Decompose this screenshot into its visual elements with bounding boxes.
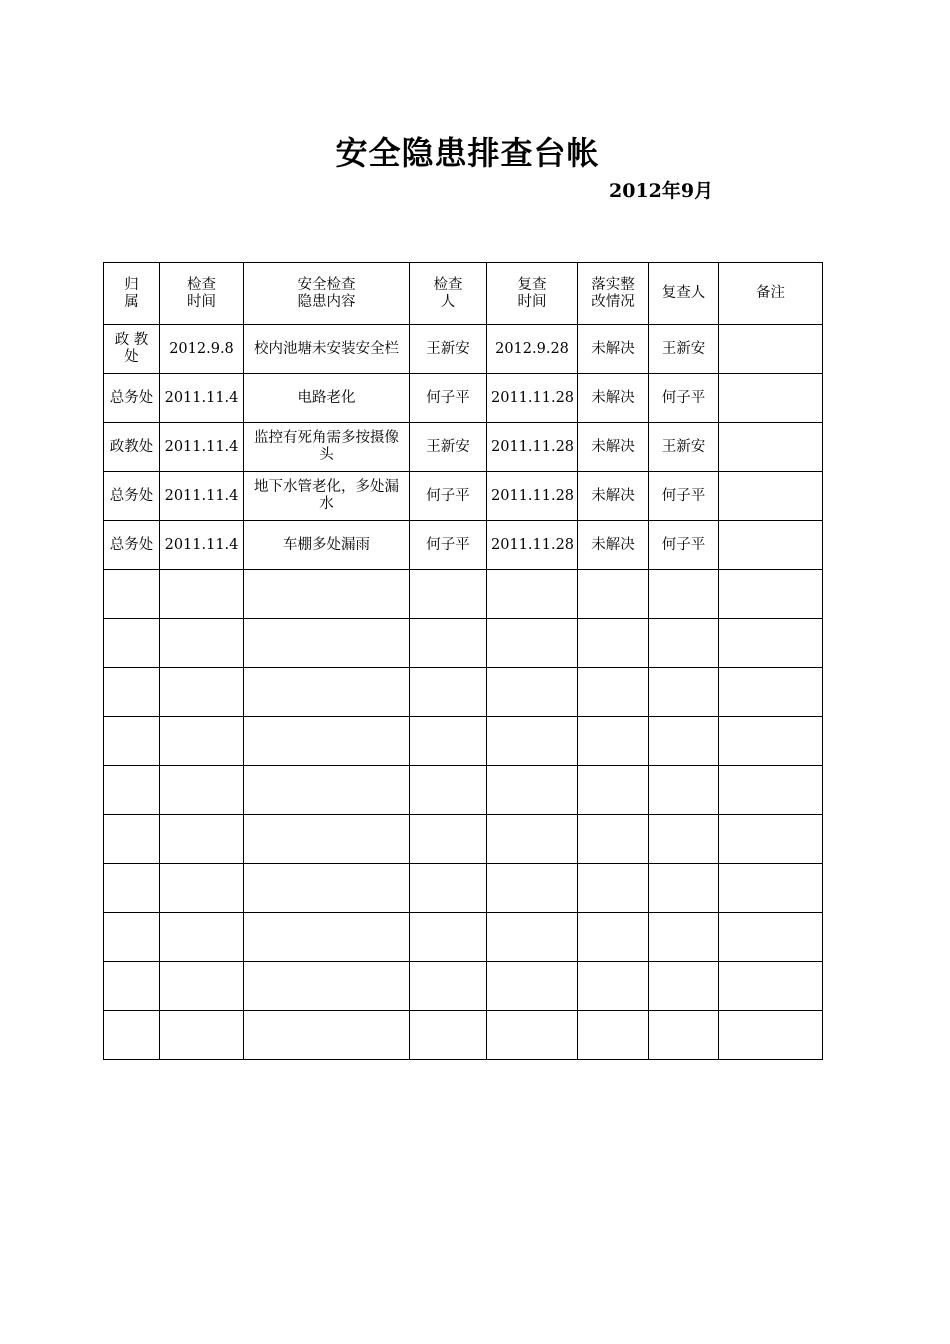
cell-rechecker: 王新安 bbox=[649, 325, 719, 374]
table-row bbox=[104, 472, 823, 521]
empty-cell bbox=[104, 815, 160, 864]
empty-cell bbox=[719, 962, 823, 1011]
cell-hazard-content: 电路老化 bbox=[244, 374, 410, 423]
empty-cell bbox=[578, 864, 649, 913]
empty-cell bbox=[719, 570, 823, 619]
empty-cell bbox=[244, 864, 410, 913]
table-row bbox=[104, 521, 823, 570]
empty-cell bbox=[160, 668, 244, 717]
empty-cell bbox=[244, 913, 410, 962]
empty-cell bbox=[649, 619, 719, 668]
empty-cell bbox=[104, 619, 160, 668]
empty-cell bbox=[719, 913, 823, 962]
cell-check-time: 2011.11.4 bbox=[160, 521, 244, 570]
empty-cell bbox=[244, 815, 410, 864]
cell-inspector: 何子平 bbox=[410, 374, 487, 423]
empty-cell bbox=[578, 668, 649, 717]
header-department: 归 属 bbox=[104, 263, 160, 325]
empty-cell bbox=[410, 570, 487, 619]
cell-department: 总务处 bbox=[104, 521, 160, 570]
empty-table-row bbox=[104, 913, 823, 962]
table-row bbox=[104, 325, 823, 374]
empty-cell bbox=[578, 766, 649, 815]
empty-table-row bbox=[104, 864, 823, 913]
header-hazard-content: 安全检查 隐患内容 bbox=[244, 263, 410, 325]
cell-hazard-content: 地下水管老化，多处漏水 bbox=[244, 472, 410, 521]
cell-remarks bbox=[719, 521, 823, 570]
empty-cell bbox=[104, 766, 160, 815]
empty-table-row bbox=[104, 619, 823, 668]
empty-cell bbox=[244, 766, 410, 815]
table-header-row bbox=[104, 263, 823, 325]
empty-cell bbox=[719, 766, 823, 815]
empty-cell bbox=[578, 570, 649, 619]
header-remarks: 备注 bbox=[719, 263, 823, 325]
header-rectification-status: 落实整 改情况 bbox=[578, 263, 649, 325]
empty-cell bbox=[244, 668, 410, 717]
cell-check-time: 2011.11.4 bbox=[160, 374, 244, 423]
empty-table-row bbox=[104, 962, 823, 1011]
empty-cell bbox=[160, 619, 244, 668]
cell-inspector: 王新安 bbox=[410, 325, 487, 374]
empty-cell bbox=[244, 962, 410, 1011]
empty-cell bbox=[160, 570, 244, 619]
cell-remarks bbox=[719, 472, 823, 521]
empty-cell bbox=[578, 962, 649, 1011]
cell-rectification-status: 未解决 bbox=[578, 472, 649, 521]
cell-remarks bbox=[719, 423, 823, 472]
empty-cell bbox=[649, 668, 719, 717]
cell-hazard-content: 校内池塘未安装安全栏 bbox=[244, 325, 410, 374]
empty-cell bbox=[487, 766, 578, 815]
cell-recheck-time: 2011.11.28 bbox=[487, 521, 578, 570]
empty-cell bbox=[410, 815, 487, 864]
empty-cell bbox=[410, 717, 487, 766]
table-row bbox=[104, 423, 823, 472]
empty-cell bbox=[104, 668, 160, 717]
empty-cell bbox=[719, 619, 823, 668]
cell-inspector: 何子平 bbox=[410, 521, 487, 570]
empty-cell bbox=[487, 668, 578, 717]
empty-cell bbox=[244, 570, 410, 619]
empty-cell bbox=[410, 619, 487, 668]
empty-cell bbox=[578, 619, 649, 668]
empty-cell bbox=[649, 815, 719, 864]
empty-cell bbox=[160, 962, 244, 1011]
cell-remarks bbox=[719, 325, 823, 374]
table-body bbox=[104, 325, 823, 1060]
header-rechecker: 复查人 bbox=[649, 263, 719, 325]
table-row bbox=[104, 374, 823, 423]
cell-department: 政教处 bbox=[104, 423, 160, 472]
empty-cell bbox=[578, 717, 649, 766]
empty-cell bbox=[160, 717, 244, 766]
cell-check-time: 2011.11.4 bbox=[160, 472, 244, 521]
cell-remarks bbox=[719, 374, 823, 423]
cell-recheck-time: 2011.11.28 bbox=[487, 423, 578, 472]
empty-cell bbox=[104, 717, 160, 766]
hazard-ledger-table bbox=[103, 262, 823, 1060]
empty-cell bbox=[719, 717, 823, 766]
empty-cell bbox=[487, 913, 578, 962]
cell-check-time: 2011.11.4 bbox=[160, 423, 244, 472]
empty-cell bbox=[649, 962, 719, 1011]
header-recheck-time: 复查 时间 bbox=[487, 263, 578, 325]
empty-cell bbox=[104, 570, 160, 619]
empty-cell bbox=[487, 717, 578, 766]
empty-cell bbox=[410, 962, 487, 1011]
empty-cell bbox=[160, 766, 244, 815]
empty-cell bbox=[160, 1011, 244, 1060]
empty-cell bbox=[578, 815, 649, 864]
empty-cell bbox=[649, 766, 719, 815]
cell-department: 总务处 bbox=[104, 472, 160, 521]
empty-cell bbox=[649, 570, 719, 619]
empty-cell bbox=[649, 864, 719, 913]
empty-cell bbox=[649, 717, 719, 766]
cell-rechecker: 王新安 bbox=[649, 423, 719, 472]
cell-check-time: 2012.9.8 bbox=[160, 325, 244, 374]
cell-rectification-status: 未解决 bbox=[578, 374, 649, 423]
empty-cell bbox=[719, 668, 823, 717]
header-inspector: 检查 人 bbox=[410, 263, 487, 325]
empty-cell bbox=[160, 913, 244, 962]
empty-cell bbox=[487, 815, 578, 864]
cell-rechecker: 何子平 bbox=[649, 374, 719, 423]
cell-inspector: 王新安 bbox=[410, 423, 487, 472]
empty-table-row bbox=[104, 815, 823, 864]
cell-recheck-time: 2011.11.28 bbox=[487, 472, 578, 521]
empty-cell bbox=[719, 815, 823, 864]
cell-inspector: 何子平 bbox=[410, 472, 487, 521]
header-check-time: 检查 时间 bbox=[160, 263, 244, 325]
empty-cell bbox=[719, 1011, 823, 1060]
empty-cell bbox=[487, 1011, 578, 1060]
cell-department: 政 教处 bbox=[104, 325, 160, 374]
empty-cell bbox=[410, 766, 487, 815]
empty-cell bbox=[719, 864, 823, 913]
cell-recheck-time: 2012.9.28 bbox=[487, 325, 578, 374]
empty-table-row bbox=[104, 668, 823, 717]
empty-table-row bbox=[104, 717, 823, 766]
empty-cell bbox=[410, 913, 487, 962]
empty-cell bbox=[649, 913, 719, 962]
empty-cell bbox=[487, 619, 578, 668]
empty-cell bbox=[160, 864, 244, 913]
empty-table-row bbox=[104, 570, 823, 619]
empty-cell bbox=[104, 864, 160, 913]
empty-cell bbox=[487, 962, 578, 1011]
empty-cell bbox=[487, 570, 578, 619]
cell-rectification-status: 未解决 bbox=[578, 521, 649, 570]
empty-cell bbox=[410, 864, 487, 913]
cell-hazard-content: 监控有死角需多按摄像头 bbox=[244, 423, 410, 472]
cell-department: 总务处 bbox=[104, 374, 160, 423]
empty-cell bbox=[244, 717, 410, 766]
empty-cell bbox=[578, 913, 649, 962]
document-title: 安全隐患排查台帐 bbox=[335, 134, 600, 172]
empty-cell bbox=[104, 1011, 160, 1060]
document-date: 2012年9月 bbox=[609, 180, 714, 202]
cell-rechecker: 何子平 bbox=[649, 472, 719, 521]
empty-table-row bbox=[104, 1011, 823, 1060]
empty-cell bbox=[410, 668, 487, 717]
empty-table-row bbox=[104, 766, 823, 815]
empty-cell bbox=[104, 913, 160, 962]
cell-rectification-status: 未解决 bbox=[578, 325, 649, 374]
empty-cell bbox=[487, 864, 578, 913]
empty-cell bbox=[578, 1011, 649, 1060]
cell-recheck-time: 2011.11.28 bbox=[487, 374, 578, 423]
empty-cell bbox=[649, 1011, 719, 1060]
empty-cell bbox=[160, 815, 244, 864]
empty-cell bbox=[244, 1011, 410, 1060]
empty-cell bbox=[410, 1011, 487, 1060]
cell-rectification-status: 未解决 bbox=[578, 423, 649, 472]
empty-cell bbox=[244, 619, 410, 668]
cell-rechecker: 何子平 bbox=[649, 521, 719, 570]
empty-cell bbox=[104, 962, 160, 1011]
cell-hazard-content: 车棚多处漏雨 bbox=[244, 521, 410, 570]
